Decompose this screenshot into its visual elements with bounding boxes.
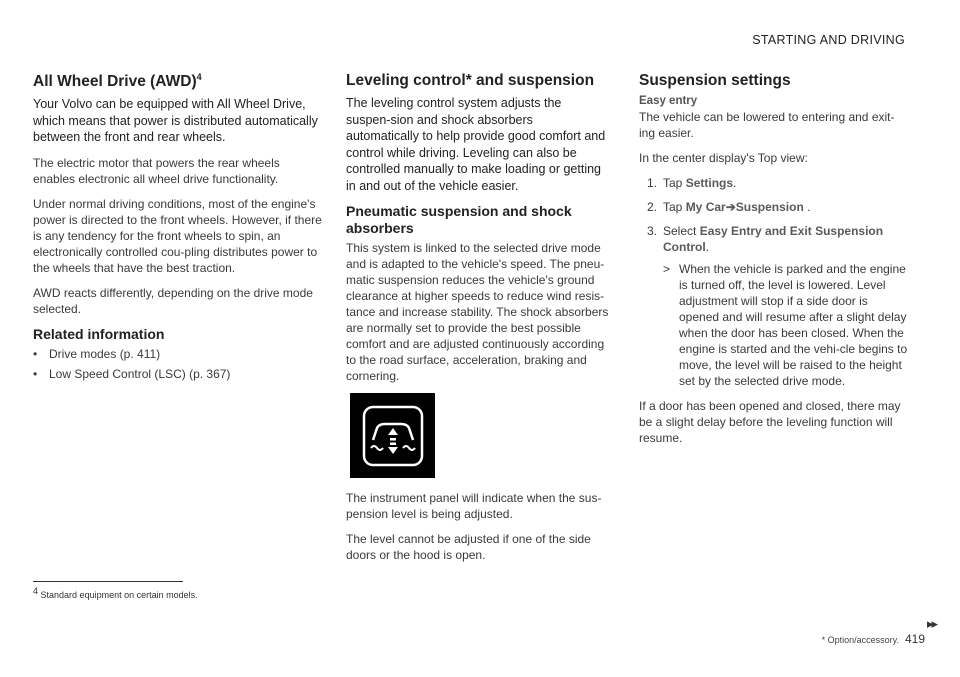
door-open-note: The level cannot be adjusted if one of the side doors or the hood is open. — [346, 532, 591, 562]
awd-title: All Wheel Drive (AWD)$^4$ — [33, 72, 202, 91]
awd-lead: Your Volvo can be equipped with All Wheel Drive, which means that power is distributed automatically between the front and rear wheels. — [33, 97, 318, 145]
leveling-section — [346, 72, 609, 572]
page-number: 419 — [904, 632, 925, 646]
related-link[interactable]: • Drive modes (p. 411) — [33, 346, 161, 361]
steps-list — [639, 175, 909, 255]
delay-note: If a door has been opened and closed, there may be a slight delay before the leveling function will resume. — [639, 399, 901, 445]
awd-paragraph-1: The electric motor that powers the rear wheels enables electronic all wheel drive functionality. — [33, 155, 280, 186]
menu-suspension: Suspension — [735, 200, 804, 214]
menu-settings: Settings — [685, 176, 734, 190]
top-view-intro: In the center display's Top view: — [639, 151, 808, 165]
step-3: 3. Select Easy Entry and Exit Suspension Control. — [647, 224, 884, 254]
related-info-title: Related information — [33, 325, 165, 342]
running-header: STARTING AND DRIVING — [752, 33, 905, 47]
footnote: $^4$ Standard equipment on certain models. — [33, 586, 198, 600]
awd-paragraph-2: Under normal driving conditions, most of the engine's power is directed to the front wheels. However, if there is any tendency for the front wheels to spin, an electronically controlled cou-pling distributes power to the wheels that have the best traction. — [33, 196, 322, 275]
next-page-icon: ▸▸ — [926, 616, 936, 631]
suspension-settings-section — [639, 72, 909, 455]
page-footer — [822, 632, 925, 646]
related-link[interactable]: • Low Speed Control (LSC) (p. 367) — [33, 366, 231, 381]
pneumatic-subtitle: Pneumatic suspension and shock absorbers — [346, 203, 572, 236]
suspension-level-icon — [350, 393, 435, 478]
easy-entry-subtitle: Easy entry — [639, 95, 698, 107]
suspension-settings-title: Suspension settings — [639, 72, 791, 89]
arrow-right-icon: ➔ — [725, 200, 736, 214]
footnote-divider — [33, 581, 183, 582]
pneumatic-paragraph: This system is linked to the selected drive mode and is adapted to the vehicle's speed. The pneu-matic suspension reduces the vehicle's ground clearance at higher speeds to reduce wind resis-tance and increase stability. The shock absorbers are normally set to provide the best possible comfort and are adjusted continuously according to the road surface, acceleration, braking and cornering. — [346, 241, 609, 383]
related-info-list — [33, 346, 323, 382]
awd-section — [33, 72, 323, 386]
step-2: 2. Tap My Car➔Suspension . — [647, 200, 811, 214]
footnote-ref: 4 — [196, 72, 202, 82]
menu-my-car: My Car — [685, 200, 726, 214]
awd-paragraph-3: AWD reacts differently, depending on the drive mode selected. — [33, 285, 313, 316]
instrument-panel-note: The instrument panel will indicate when the sus-pension level is being adjusted. — [346, 491, 602, 521]
step-result: > When the vehicle is parked and the engine is turned off, the level is lowered. Level adjustment will stop if a side door is opened and will resume after a slight delay when the door has been closed. When the engine is started and the vehi-cle begins to move, the level will be raised to the height set by the selected drive mode. — [663, 262, 908, 388]
option-note: * Option/accessory. — [821, 635, 899, 645]
leveling-lead: The leveling control system adjusts the suspen-sion and shock absorbers automatically to help provide good comfort and control while driving. Leveling can also be controlled manually to make loading or getting in and out of the vehicle easier. — [346, 96, 606, 193]
easy-entry-paragraph: The vehicle can be lowered to entering and exit-ing easier. — [639, 110, 895, 140]
step-1: 1. Tap Settings. — [647, 176, 737, 190]
leveling-title: Leveling control* and suspension — [346, 72, 595, 89]
menu-easy-entry: Easy Entry and Exit Suspension Control — [663, 224, 884, 254]
